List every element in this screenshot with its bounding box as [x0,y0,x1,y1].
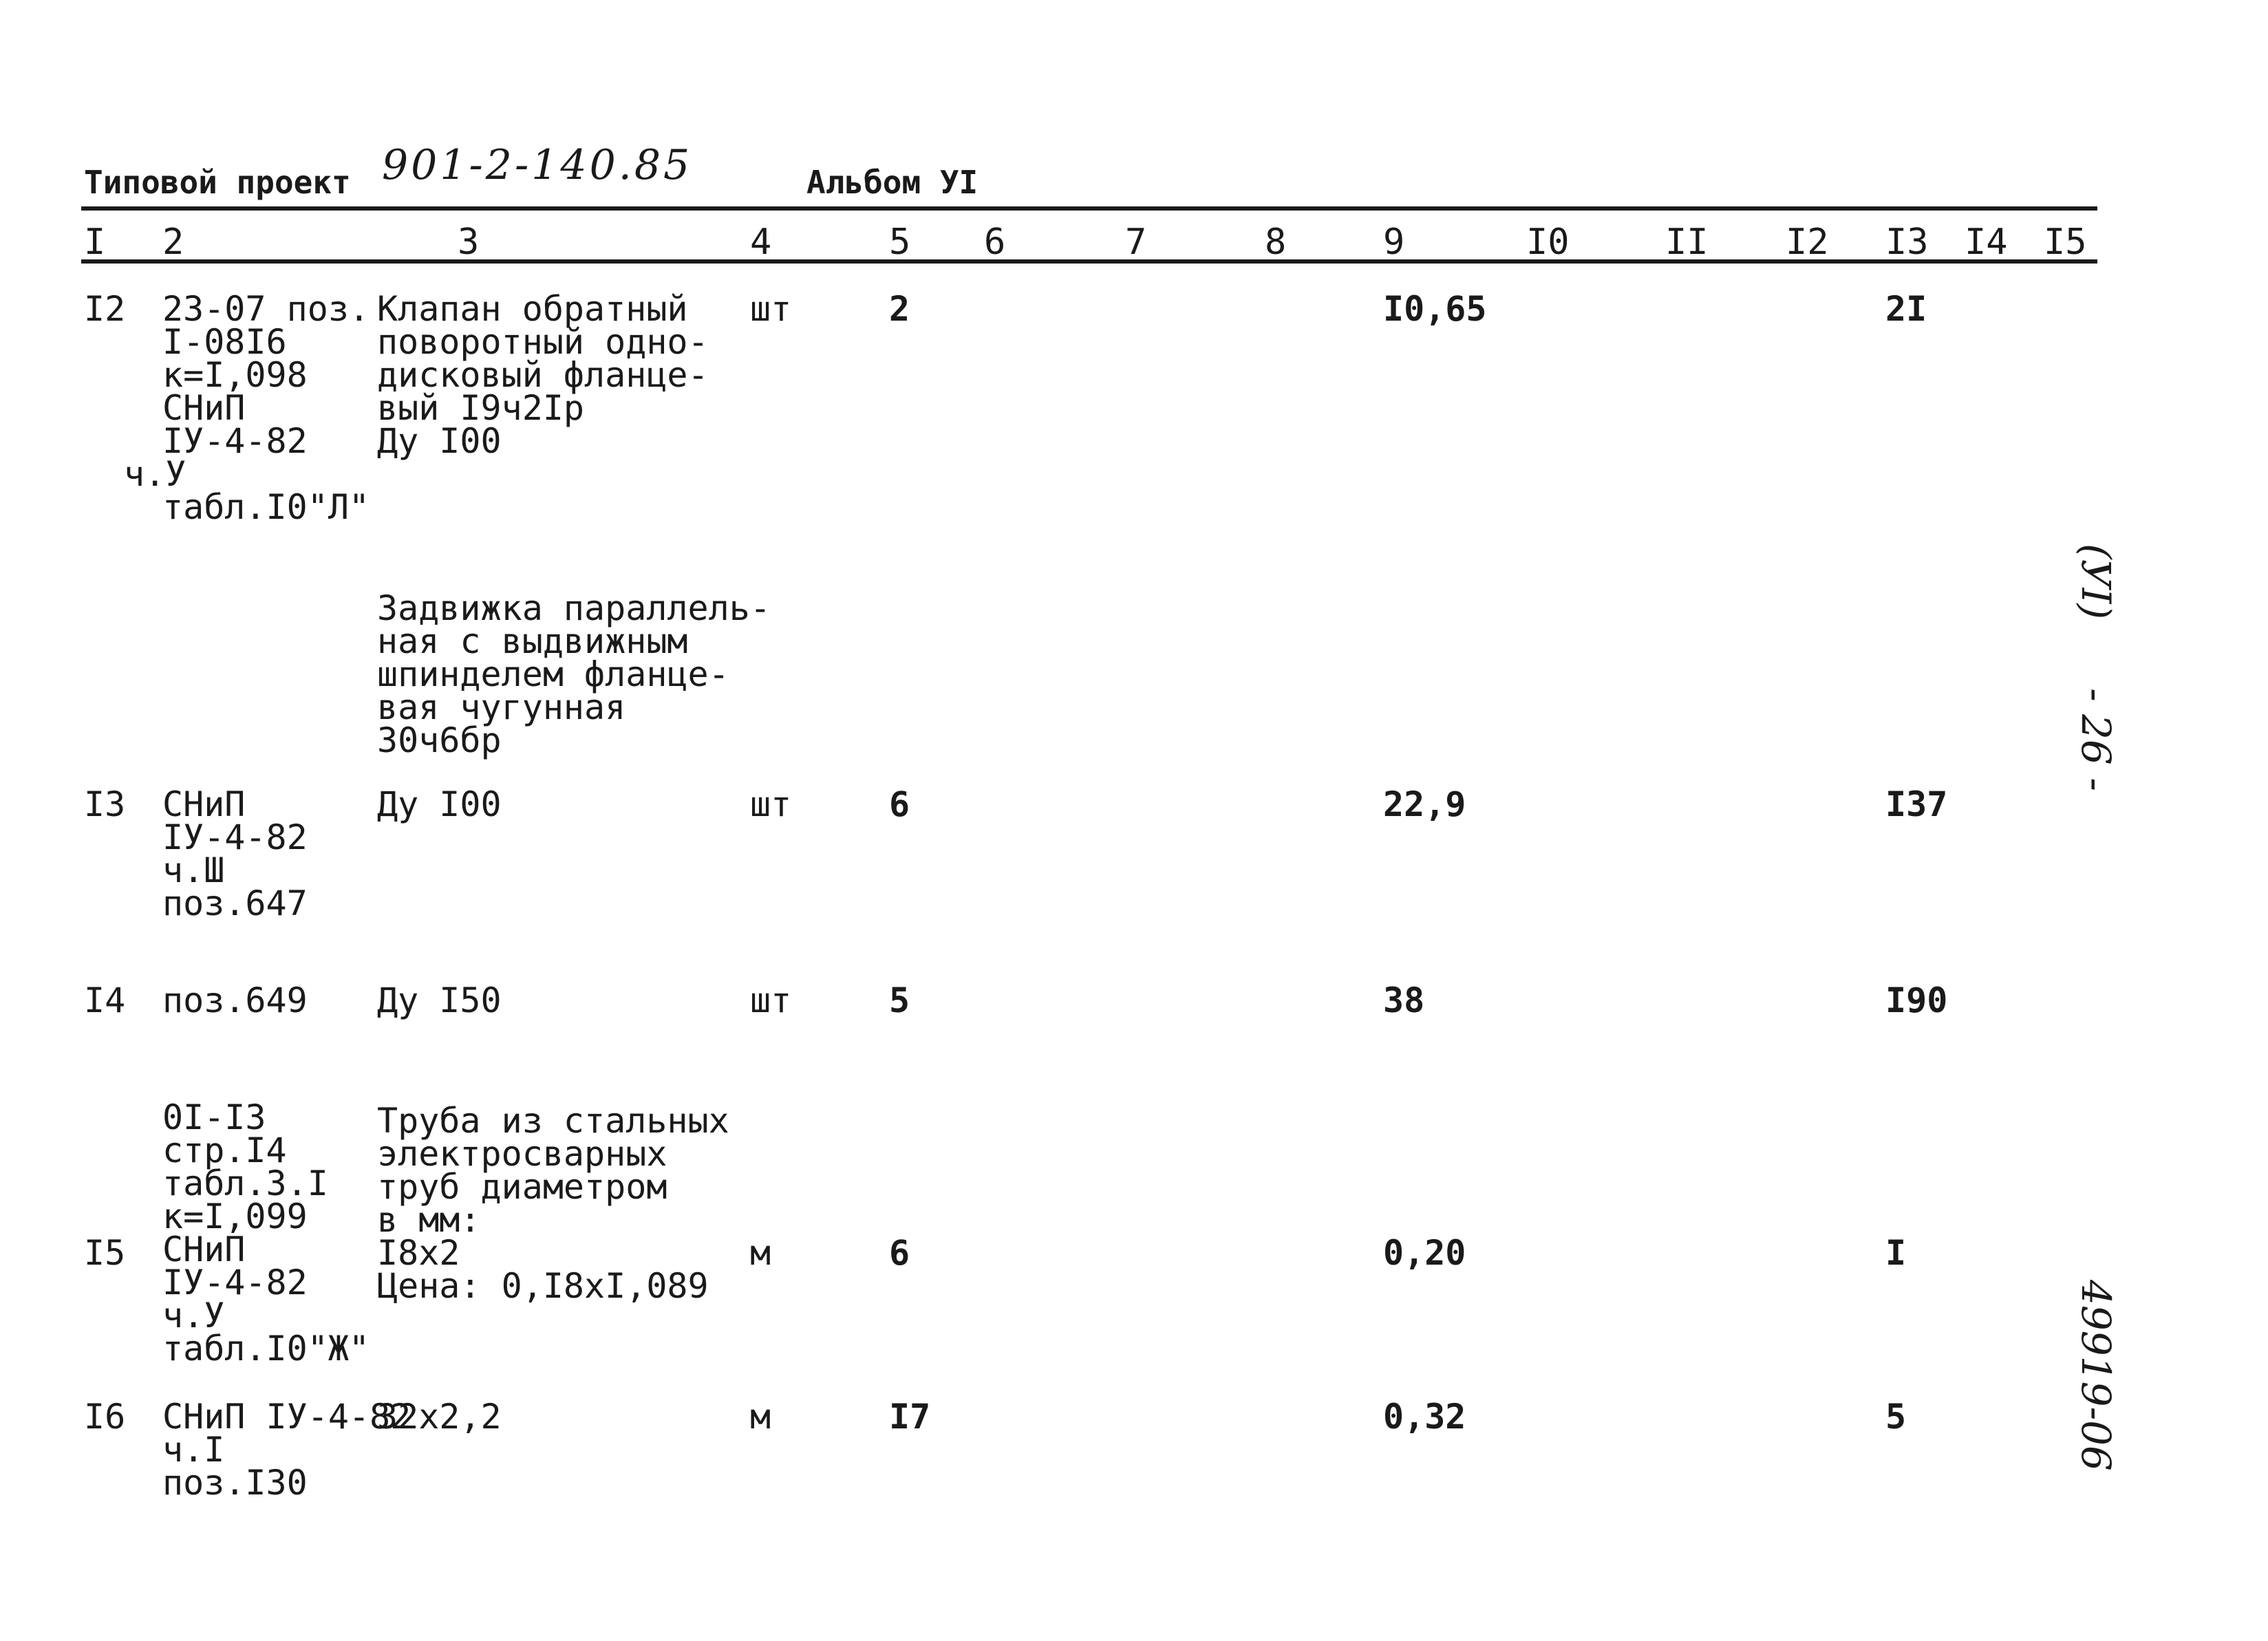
row-name-line: Ду I00 [377,421,502,461]
row-total: I [1885,1233,1907,1273]
row-number: I4 [84,980,126,1020]
row-name-line: труб диаметром [377,1167,667,1207]
page-number: - 26 - [2073,688,2119,791]
row-ref-line: IУ-4-82 [162,1263,308,1302]
row-ref-line: ч.У [124,454,186,494]
row-unit-price: 0,20 [1383,1233,1466,1273]
column-header-13: I3 [1885,222,1929,263]
row-ref-line: IУ-4-82 [162,817,308,857]
row-number: I5 [84,1233,126,1273]
album-label: Альбом УI [806,164,978,201]
row-unit: м [750,1233,771,1273]
column-header-15: I5 [2044,222,2087,263]
row-name-line: 30ч6бр [377,720,502,760]
row-name-line: Цена: 0,I8хI,089 [377,1266,709,1306]
row-name-line: шпинделем фланце- [377,654,729,694]
row-total: 2I [1885,289,1927,329]
row-name-line: поворотный одно- [377,322,709,362]
project-number: 901-2-140.85 [382,141,693,189]
row-name-line: дисковый фланце- [377,355,709,395]
column-header-14: I4 [1965,222,2008,263]
row-total: 5 [1885,1397,1907,1437]
row-ref-line: поз.649 [162,980,308,1020]
row-ref-line: ч.Ш [162,850,225,890]
row-quantity: 6 [889,784,910,824]
row-quantity: 2 [889,289,910,329]
row-name-line: Задвижка параллель- [377,588,771,628]
column-header-5: 5 [889,222,911,263]
row-ref-line: ч.I [162,1430,225,1470]
row-ref-line: стр.I4 [162,1130,287,1170]
row-ref-line: табл.3.I [162,1163,328,1203]
project-label: Типовой проект [84,164,351,201]
row-ref-line: поз.647 [162,883,308,923]
row-number: I6 [84,1397,126,1437]
row-name-line: вый I9ч2Iр [377,388,585,428]
row-ref-line: табл.I0"Л" [162,487,370,527]
row-unit-price: 38 [1383,980,1425,1020]
row-unit: шт [750,980,792,1020]
row-quantity: 5 [889,980,910,1020]
row-unit-price: 0,32 [1383,1397,1466,1437]
row-ref-line: I-08I6 [162,322,287,362]
row-name-line: I8х2 [377,1233,460,1273]
row-ref-line: СНиП [162,388,246,428]
row-name-line: ная с выдвижным [377,621,688,661]
row-unit: шт [750,784,792,824]
row-ref-line: поз.I30 [162,1463,308,1503]
column-header-1: I [84,222,106,263]
row-ref-line: СНиП IУ-4-82 [162,1397,411,1437]
row-unit: шт [750,289,792,329]
row-ref-line: СНиП [162,1230,246,1269]
header-rule-top [81,206,2097,211]
volume-mark: (УI) [2073,544,2119,620]
row-ref-line: СНиП [162,784,246,824]
column-header-3: 3 [458,222,480,263]
row-ref-line: табл.I0"Ж" [162,1329,370,1369]
row-name-line: Труба из стальных [377,1101,729,1141]
row-name-line: Клапан обратный [377,289,688,329]
row-ref-line: ч.У [162,1296,225,1336]
row-ref-line: к=I,099 [162,1197,308,1236]
row-name-line: вая чугунная [377,687,626,727]
column-header-4: 4 [750,222,772,263]
row-ref-line: IУ-4-82 [162,421,308,461]
row-total: I90 [1885,980,1948,1020]
row-name-line: Ду I00 [377,784,502,824]
column-header-10: I0 [1526,222,1570,263]
column-header-6: 6 [984,222,1006,263]
column-header-9: 9 [1383,222,1405,263]
row-number: I2 [84,289,126,329]
column-header-7: 7 [1125,222,1147,263]
row-ref-line: 23-07 поз. [162,289,370,329]
row-quantity: 6 [889,1233,910,1273]
column-header-8: 8 [1265,222,1287,263]
column-header-2: 2 [162,222,184,263]
row-name-line: Ду I50 [377,980,502,1020]
row-unit-price: 22,9 [1383,784,1466,824]
row-number: I3 [84,784,126,824]
inventory-number: 49919-06 [2073,1280,2119,1471]
row-total: I37 [1885,784,1948,824]
row-unit-price: I0,65 [1383,289,1487,329]
row-name-line: электросварных [377,1134,667,1174]
column-header-11: II [1665,222,1709,263]
row-quantity: I7 [889,1397,931,1437]
row-ref-line: к=I,098 [162,355,308,395]
column-header-12: I2 [1786,222,1829,263]
row-name-line: 32х2,2 [377,1397,502,1437]
row-name-line: в мм: [377,1200,481,1240]
row-unit: м [750,1397,771,1437]
row-ref-line: 0I-I3 [162,1097,266,1137]
